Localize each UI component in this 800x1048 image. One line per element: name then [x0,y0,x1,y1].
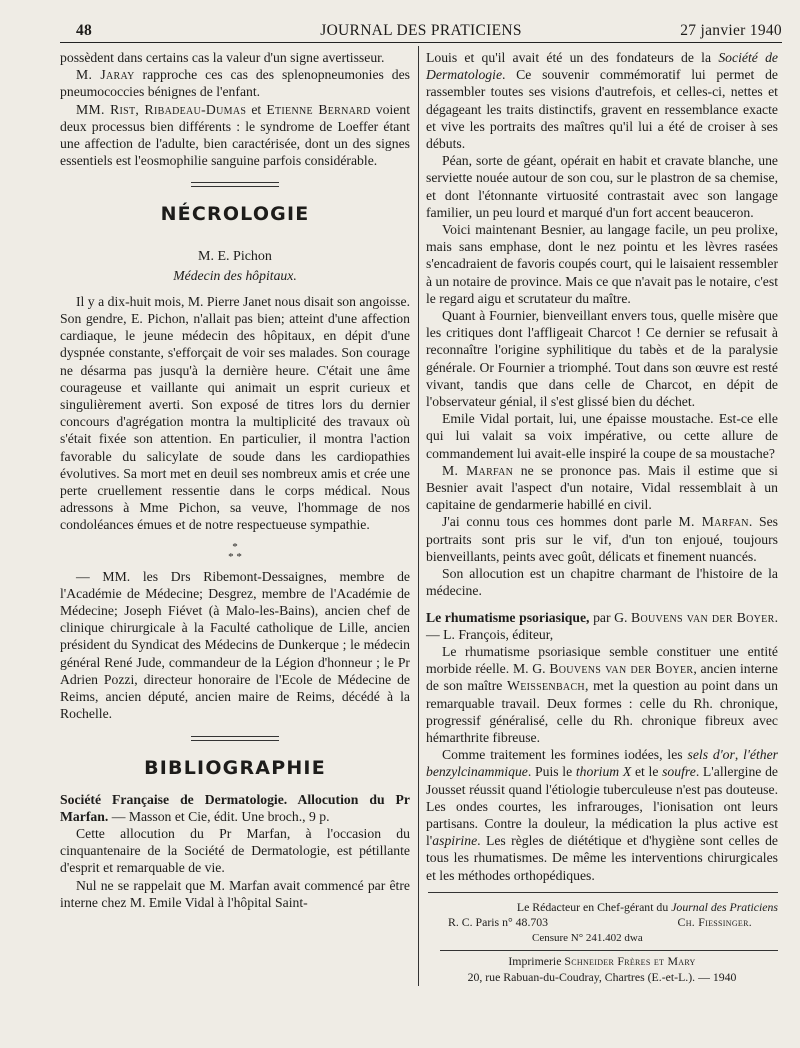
paragraph-text: . Puis le [527,764,576,780]
italic-text: sels d'or [687,747,735,763]
section-title-bibliographie: BIBLIOGRAPHIE [144,756,326,779]
italic-text: l'éther benzylcinammique [426,747,778,780]
journal-title: JOURNAL DES PRATICIENS [320,22,522,39]
paragraph [426,746,778,884]
obituary-text: Il y a dix-huit mois, M. Pierre Janet nous disait son angoisse. Son gendre, E. Pichon, n'allait pas bien; atteint d'une affection cardiaque, le jeune médecin des hôpitaux, en dépit d'une dyspnée constante, s'efforçait de voir ses malades. Son courage ne désarma pas jusqu'à la dernière heure. C'était une âme courageuse et vaillante qui animait un esprit curieux et singulièrement averti. Son exposé de titres lors du dernier concours d'agrégation montra la multiplicité des travaux où s'était fixée son attention. En particulier, il montra l'action favorable du salicylate de soude dans les cardiopathies évolutives. Sa mort met en deuil ses nombreux amis et crée une perte cruellement ressentie dans le corps médical. Nous adressons à Mme Pichon, sa veuve, l'hommage de nos condoléances émues et de notre respectueuse sympathie. [60,293,410,533]
paragraph-text: . Ce souvenir commémoratif lui permet de rassembler toutes ses visions d'autrefois, et celles-ci, nettes et dégageant les traits distinctifs, gravent en ressemblance exacte et vive les portraits des maîtres qu'il lui a été de croiser à ses débuts. [426,67,778,152]
biblio-entry-rhumatisme [426,609,778,884]
paragraph-text: Comme traitement les formines iodées, les [442,747,688,763]
person-name: Weissenbach [507,678,585,694]
paragraph-text: rapproche ces cas des splenopneumonies des pneumococcies bénignes de l'enfant. [60,67,410,100]
paragraph-text: . Ses portraits sont pris sur le vif, d'un ton enjoué, toujours bienveillants, peints avec goût, délicats et finement nuancés. [426,514,778,564]
paragraph: Quant à Fournier, bienveillant envers tous, quelle misère que les critiques dont l'affligeait Charcot ! Ce dernier se refusait à reconnaître l'origine syphilitique du tabès et de la paralysie générale. Or Fournier a triomphé. Tout dans son œuvre est resté vivant, tandis que dans celle de Charcot, en dépit de l'observateur génial, il s'est glissé bien du déchet. [426,308,778,410]
paragraph: Cette allocution du Pr Marfan, à l'occasion du cinquantenaire de la Société de Dermatologie, est pétillante d'esprit et remarquable de vie. [60,825,410,876]
biblio-entry-publisher: . — L. François, éditeur, [426,609,778,642]
paragraph-text: J'ai connu tous ces hommes dont parle [442,514,679,530]
paragraph-text: Le rhumatisme psoriasique semble constituer une entité morbide réelle. M. G. [426,643,778,677]
obituary-role: Médecin des hôpitaux. [173,267,297,283]
italic-text: thorium X [575,764,632,780]
page-header [60,18,782,42]
author-name: Bouvens van der Boyer [631,609,775,625]
asterism-bottom: * * [228,550,242,563]
person-name: M. Marfan [678,514,749,530]
asterism-top: * [232,540,238,553]
paragraph [426,462,778,514]
author-name: Bouvens van der Boyer [549,661,694,677]
person-name: M. Marfan [442,462,514,478]
paragraph-text: , ancien interne de son maître [426,661,778,694]
biblio-entry-title: Le rhumatisme psoriasique, [426,609,590,625]
journal-name: Journal des Praticiens [671,899,778,914]
person-name: M. Jaray [76,67,135,83]
column-divider [418,46,419,986]
registration-line [426,915,778,931]
person-name: MM. Rist, Ribadeau-Dumas [76,101,247,117]
italic-text: aspirine [432,833,478,849]
paragraph-text: et le [631,764,663,780]
paragraph: Emile Vidal portait, lui, une épaisse moustache. Est-ce elle qui lui valait sa voix impérative, ou cette allure de commandement lui avait-elle inspiré la coupe de sa moustache? [426,411,778,461]
page-number: 48 [76,22,93,39]
footer-text: Le Rédacteur en Chef-gérant du [516,899,672,914]
issue-date: 27 janvier 1940 [680,22,782,39]
paragraph [60,66,410,100]
paragraph-text: , met la question au point dans un remarquable travail. Deux formes : celle du Rh. chronique, progressif généralisé, celle du Rh. chronique fibreux avec hémarthrite fibreuse. [426,678,778,745]
paragraph [426,643,778,746]
italic-text: Société de Dermatologie [426,50,778,83]
deaths-paragraph: — MM. les Drs Ribemont-Dessaignes, membre de l'Académie de Médecine; Desgrez, membre de l'Académie de Médecine; Joseph Fiévet (à Malo-les-Bains), ancien chef de clinique chirurgicale à la Faculté catholique de Lille, ancien président du Syndicat des Médecins de Dunkerque ; le médecin général René Jude, commandeur de la Légion d'honneur ; le Pr Adrien Pozzi, directeur honoraire de l'Ecole de Médecine de Reims, ancien député, ancien maire de Reims, décédé à la Rochelle. [60,568,410,722]
footer-divider [440,950,778,951]
paragraph-text: voient deux processus bien différents : le syndrome de Loeffer étant une affection de l'adulte, bien caractérisée, dont un des signes essentiels est l'eosmophilie sanguine parfois considérable. [60,101,411,169]
paragraph-text: Louis et qu'il avait été un des fondateurs de la [426,50,719,65]
right-column [426,49,778,985]
asterism [60,542,410,562]
footer-rule [428,892,778,893]
printer-address: 20, rue Rabuan-du-Coudray, Chartres (E.-et-L.). — 1940 [467,969,737,984]
paragraph-text: , [734,747,744,763]
imprint-footer [426,900,778,986]
printer-line [426,954,778,970]
section-title-necrologie: NÉCROLOGIE [160,203,310,226]
paragraph [60,101,410,170]
editor-name: Ch. Fiessinger. [677,915,752,930]
paragraph: Voici maintenant Besnier, au langage facile, un peu prolixe, mais sans emphase, dont le nez pointu et les lèvres rasées s'encadraient de favoris coupés court, qui le laisaient ressembler à un notaire de province. Mais ce que n'avait pas le notaire, c'est le regard aigu et scrutateur du maître. [426,222,778,306]
person-name: Etienne Bernard [266,101,371,117]
paragraph-text: et [246,101,267,117]
editor-line [426,900,778,916]
paragraph: Nul ne se rappelait que M. Marfan avait commencé par être interne chez M. Emile Vidal à l'hôpital Saint- [60,877,410,910]
biblio-entry [60,791,410,825]
printer-name: Schneider Frères et Mary [564,954,696,969]
trade-register: R. C. Paris n° 48.703 [448,915,549,930]
biblio-entry [426,609,778,643]
censure-number: Censure N° 241.402 dwa [532,931,643,944]
paragraph-text: par G. [589,609,632,625]
section-separator [191,736,279,741]
paragraph [426,49,778,152]
paragraph: Son allocution est un chapitre charmant de l'histoire de la médecine. [426,566,778,599]
italic-text: soufre [662,764,696,780]
obituary-name: M. E. Pichon [198,249,272,265]
paragraph-text: ne se prononce pas. Mais il estime que si Besnier avait l'aspect d'un notaire, Vidal ressemblait à un capitaine de gendarmerie habillé en civil. [426,462,778,513]
section-separator [191,182,279,187]
paragraph: Péan, sorte de géant, opérait en habit et cravate blanche, une serviette nouée autour de son cou, sur le plastron de sa chemise, et dont l'étonnante virtuosité contrastait avec son langage familier, un peu lourd et marqué d'un fort accent beauceron. [426,153,778,220]
paragraph [426,513,778,565]
biblio-entry-publisher: — Masson et Cie, édit. Une broch., 9 p. [108,808,330,824]
paragraph-text: . Les règles de diététique et d'hygiène sont celles de tous les rhumatismes. De même les interventions chirurgicales et les méthodes orthopédiques. [426,833,778,883]
header-rule [60,42,782,43]
paragraph-text: . L'allergine de Jousset réussit quand l'étiologie tuberculeuse n'est pas douteuse. Les ondes courtes, les infrarouges, l'ionisation ont leurs partisans. Contre la douleur, la médication la plus active est l' [426,764,778,849]
paragraph: possèdent dans certains cas la valeur d'un signe avertisseur. [60,50,385,65]
biblio-entry-title: Société Française de Dermatologie. Allocution du Pr Marfan. [60,791,410,824]
footer-text: Imprimerie [508,954,565,969]
left-column [60,49,410,911]
